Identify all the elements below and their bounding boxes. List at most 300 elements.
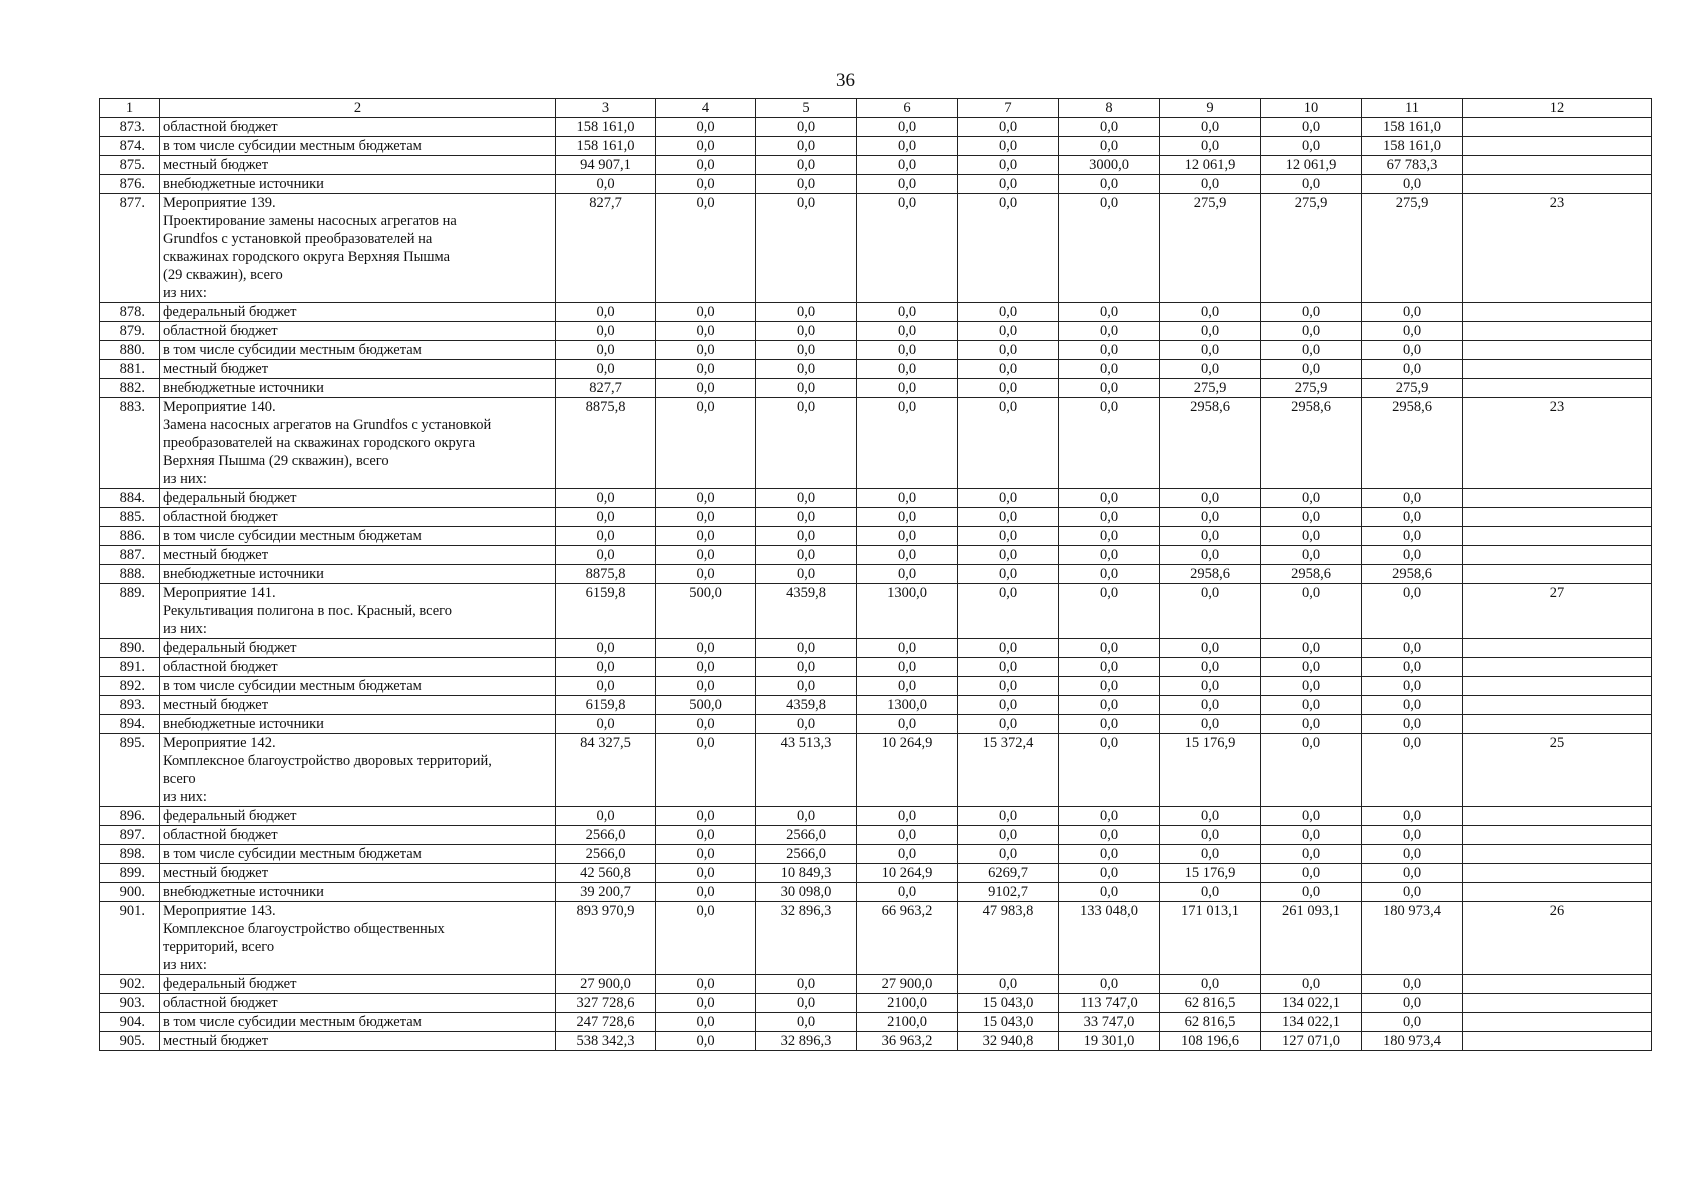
table-row <box>100 994 1652 1013</box>
row-description <box>160 565 556 584</box>
value-cell <box>1463 156 1652 175</box>
value-cell: 0,0 <box>1160 341 1261 360</box>
row-description <box>160 508 556 527</box>
description-line: Grundfos с установкой преобразователей на <box>163 231 433 247</box>
value-cell: 2958,6 <box>1160 398 1261 489</box>
value-cell: 0,0 <box>1362 489 1463 508</box>
row-description <box>160 677 556 696</box>
value-cell: 27 900,0 <box>556 975 656 994</box>
value-cell: 0,0 <box>958 527 1059 546</box>
value-cell: 2566,0 <box>556 826 656 845</box>
value-cell: 6159,8 <box>556 696 656 715</box>
description-line: местный бюджет <box>163 157 269 173</box>
value-cell: 0,0 <box>958 826 1059 845</box>
value-cell <box>1463 118 1652 137</box>
value-cell: 2566,0 <box>556 845 656 864</box>
row-description <box>160 826 556 845</box>
value-cell: 0,0 <box>857 118 958 137</box>
value-cell: 275,9 <box>1160 379 1261 398</box>
value-cell: 0,0 <box>857 845 958 864</box>
value-cell: 0,0 <box>958 303 1059 322</box>
description-line: Замена насосных агрегатов на Grundfos с установкой <box>163 417 492 433</box>
value-cell: 0,0 <box>1362 584 1463 639</box>
row-description <box>160 845 556 864</box>
value-cell: 0,0 <box>857 715 958 734</box>
description-line: внебюджетные источники <box>163 716 324 732</box>
description-line: Верхняя Пышма (29 скважин), всего <box>163 453 389 469</box>
table-row <box>100 864 1652 883</box>
value-cell: 0,0 <box>1059 398 1160 489</box>
row-number: 896. <box>100 807 160 826</box>
value-cell: 0,0 <box>756 341 857 360</box>
value-cell: 0,0 <box>857 156 958 175</box>
row-number: 880. <box>100 341 160 360</box>
value-cell: 0,0 <box>756 1013 857 1032</box>
value-cell: 0,0 <box>1261 175 1362 194</box>
value-cell: 0,0 <box>656 303 756 322</box>
value-cell <box>1463 826 1652 845</box>
value-cell <box>1463 303 1652 322</box>
table-row <box>100 303 1652 322</box>
value-cell: 0,0 <box>1160 322 1261 341</box>
value-cell: 0,0 <box>1160 175 1261 194</box>
column-header: 4 <box>656 99 756 118</box>
value-cell: 0,0 <box>1059 715 1160 734</box>
table-row <box>100 527 1652 546</box>
value-cell: 8875,8 <box>556 398 656 489</box>
value-cell: 0,0 <box>1362 508 1463 527</box>
value-cell: 0,0 <box>656 826 756 845</box>
table-row <box>100 360 1652 379</box>
value-cell: 0,0 <box>857 360 958 379</box>
description-line: Комплексное благоустройство общественных <box>163 921 445 937</box>
value-cell: 0,0 <box>656 194 756 303</box>
value-cell: 1300,0 <box>857 584 958 639</box>
value-cell: 0,0 <box>958 715 1059 734</box>
description-line: областной бюджет <box>163 659 278 675</box>
value-cell: 0,0 <box>656 658 756 677</box>
value-cell: 6159,8 <box>556 584 656 639</box>
value-cell <box>1463 1032 1652 1051</box>
value-cell: 0,0 <box>656 975 756 994</box>
value-cell: 134 022,1 <box>1261 1013 1362 1032</box>
row-number: 905. <box>100 1032 160 1051</box>
row-number: 904. <box>100 1013 160 1032</box>
value-cell: 0,0 <box>556 658 656 677</box>
value-cell: 0,0 <box>656 1013 756 1032</box>
value-cell <box>1463 677 1652 696</box>
row-description <box>160 322 556 341</box>
description-line: из них: <box>163 789 207 805</box>
value-cell: 247 728,6 <box>556 1013 656 1032</box>
value-cell: 27 <box>1463 584 1652 639</box>
column-header: 5 <box>756 99 857 118</box>
value-cell: 0,0 <box>1261 883 1362 902</box>
value-cell: 0,0 <box>656 639 756 658</box>
value-cell: 0,0 <box>958 322 1059 341</box>
value-cell: 0,0 <box>1362 658 1463 677</box>
value-cell: 0,0 <box>1261 322 1362 341</box>
value-cell: 0,0 <box>857 527 958 546</box>
description-line: местный бюджет <box>163 547 269 563</box>
description-line: Мероприятие 140. <box>163 399 276 415</box>
value-cell: 0,0 <box>1160 826 1261 845</box>
value-cell: 0,0 <box>1059 975 1160 994</box>
row-number: 902. <box>100 975 160 994</box>
value-cell: 23 <box>1463 194 1652 303</box>
value-cell: 0,0 <box>1362 546 1463 565</box>
value-cell <box>1463 994 1652 1013</box>
value-cell: 0,0 <box>857 303 958 322</box>
description-line: преобразователей на скважинах городского округа <box>163 435 476 451</box>
row-number: 892. <box>100 677 160 696</box>
value-cell: 0,0 <box>1059 194 1160 303</box>
value-cell: 0,0 <box>656 341 756 360</box>
description-line: федеральный бюджет <box>163 304 297 320</box>
value-cell: 0,0 <box>1261 807 1362 826</box>
value-cell: 2958,6 <box>1362 398 1463 489</box>
row-description <box>160 360 556 379</box>
table-row <box>100 175 1652 194</box>
value-cell: 0,0 <box>1160 975 1261 994</box>
value-cell: 0,0 <box>1160 696 1261 715</box>
description-line: областной бюджет <box>163 827 278 843</box>
value-cell: 2958,6 <box>1160 565 1261 584</box>
description-line: местный бюджет <box>163 697 269 713</box>
value-cell: 0,0 <box>1059 527 1160 546</box>
value-cell: 275,9 <box>1362 194 1463 303</box>
value-cell: 0,0 <box>656 379 756 398</box>
value-cell: 0,0 <box>556 489 656 508</box>
value-cell: 0,0 <box>556 639 656 658</box>
value-cell: 0,0 <box>1059 546 1160 565</box>
value-cell: 0,0 <box>857 489 958 508</box>
value-cell: 25 <box>1463 734 1652 807</box>
value-cell: 0,0 <box>756 194 857 303</box>
value-cell: 0,0 <box>1362 527 1463 546</box>
value-cell: 32 896,3 <box>756 1032 857 1051</box>
value-cell: 19 301,0 <box>1059 1032 1160 1051</box>
value-cell: 0,0 <box>1160 807 1261 826</box>
value-cell: 0,0 <box>1261 975 1362 994</box>
table-row <box>100 658 1652 677</box>
value-cell: 10 264,9 <box>857 734 958 807</box>
value-cell: 84 327,5 <box>556 734 656 807</box>
description-line: в том числе субсидии местным бюджетам <box>163 846 422 862</box>
value-cell: 0,0 <box>1261 639 1362 658</box>
value-cell: 0,0 <box>1362 322 1463 341</box>
value-cell: 893 970,9 <box>556 902 656 975</box>
row-number: 897. <box>100 826 160 845</box>
budget-table <box>99 98 1652 1051</box>
description-line: местный бюджет <box>163 1033 269 1049</box>
value-cell: 0,0 <box>756 807 857 826</box>
row-description <box>160 902 556 975</box>
row-description <box>160 303 556 322</box>
value-cell: 0,0 <box>756 322 857 341</box>
value-cell: 62 816,5 <box>1160 1013 1261 1032</box>
value-cell: 0,0 <box>1160 303 1261 322</box>
table-row <box>100 546 1652 565</box>
value-cell: 0,0 <box>656 864 756 883</box>
value-cell: 0,0 <box>756 975 857 994</box>
value-cell: 0,0 <box>857 341 958 360</box>
value-cell: 0,0 <box>1059 696 1160 715</box>
row-description <box>160 658 556 677</box>
description-line: в том числе субсидии местным бюджетам <box>163 1014 422 1030</box>
description-line: внебюджетные источники <box>163 884 324 900</box>
value-cell: 0,0 <box>958 696 1059 715</box>
table-row <box>100 194 1652 303</box>
value-cell: 0,0 <box>857 322 958 341</box>
description-line: Мероприятие 141. <box>163 585 276 601</box>
description-line: федеральный бюджет <box>163 490 297 506</box>
description-line: из них: <box>163 285 207 301</box>
table-row <box>100 696 1652 715</box>
value-cell: 0,0 <box>656 489 756 508</box>
value-cell: 0,0 <box>656 565 756 584</box>
value-cell: 0,0 <box>656 322 756 341</box>
table-row <box>100 118 1652 137</box>
value-cell: 0,0 <box>1059 508 1160 527</box>
value-cell: 0,0 <box>1261 489 1362 508</box>
value-cell: 0,0 <box>756 565 857 584</box>
value-cell: 0,0 <box>1362 826 1463 845</box>
row-number: 881. <box>100 360 160 379</box>
value-cell: 0,0 <box>1362 696 1463 715</box>
value-cell: 0,0 <box>1261 677 1362 696</box>
value-cell: 30 098,0 <box>756 883 857 902</box>
value-cell: 0,0 <box>958 398 1059 489</box>
value-cell: 0,0 <box>1059 565 1160 584</box>
description-line: в том числе субсидии местным бюджетам <box>163 528 422 544</box>
column-header: 2 <box>160 99 556 118</box>
row-description <box>160 156 556 175</box>
value-cell <box>1463 1013 1652 1032</box>
table-row <box>100 975 1652 994</box>
row-description <box>160 546 556 565</box>
value-cell: 0,0 <box>1362 883 1463 902</box>
value-cell: 0,0 <box>857 137 958 156</box>
value-cell: 0,0 <box>656 902 756 975</box>
description-line: федеральный бюджет <box>163 976 297 992</box>
description-line: скважинах городского округа Верхняя Пышма <box>163 249 451 265</box>
value-cell: 15 043,0 <box>958 994 1059 1013</box>
value-cell: 0,0 <box>1059 845 1160 864</box>
value-cell: 0,0 <box>958 194 1059 303</box>
description-line: Рекультивация полигона в пос. Красный, всего <box>163 603 453 619</box>
value-cell: 6269,7 <box>958 864 1059 883</box>
value-cell: 0,0 <box>958 379 1059 398</box>
value-cell: 133 048,0 <box>1059 902 1160 975</box>
value-cell: 0,0 <box>1059 341 1160 360</box>
value-cell <box>1463 137 1652 156</box>
value-cell: 2100,0 <box>857 994 958 1013</box>
value-cell: 0,0 <box>1160 527 1261 546</box>
value-cell: 0,0 <box>1160 883 1261 902</box>
value-cell: 108 196,6 <box>1160 1032 1261 1051</box>
row-number: 875. <box>100 156 160 175</box>
value-cell: 0,0 <box>1160 137 1261 156</box>
value-cell: 1300,0 <box>857 696 958 715</box>
value-cell: 0,0 <box>756 546 857 565</box>
value-cell: 0,0 <box>656 175 756 194</box>
value-cell: 0,0 <box>1362 715 1463 734</box>
value-cell <box>1463 883 1652 902</box>
value-cell: 0,0 <box>958 489 1059 508</box>
value-cell <box>1463 565 1652 584</box>
value-cell: 0,0 <box>857 565 958 584</box>
table-row <box>100 322 1652 341</box>
value-cell: 0,0 <box>1261 118 1362 137</box>
value-cell: 0,0 <box>958 508 1059 527</box>
row-number: 886. <box>100 527 160 546</box>
table-row <box>100 902 1652 975</box>
value-cell: 827,7 <box>556 194 656 303</box>
value-cell: 0,0 <box>656 715 756 734</box>
value-cell: 32 896,3 <box>756 902 857 975</box>
value-cell: 827,7 <box>556 379 656 398</box>
description-line: Комплексное благоустройство дворовых территорий, <box>163 753 492 769</box>
table-row <box>100 734 1652 807</box>
value-cell <box>1463 639 1652 658</box>
description-line: областной бюджет <box>163 995 278 1011</box>
value-cell: 32 940,8 <box>958 1032 1059 1051</box>
row-number: 891. <box>100 658 160 677</box>
description-line: внебюджетные источники <box>163 566 324 582</box>
description-line: в том числе субсидии местным бюджетам <box>163 342 422 358</box>
value-cell <box>1463 715 1652 734</box>
row-number: 876. <box>100 175 160 194</box>
value-cell: 0,0 <box>857 658 958 677</box>
row-number: 877. <box>100 194 160 303</box>
value-cell: 0,0 <box>1160 360 1261 379</box>
value-cell: 0,0 <box>857 546 958 565</box>
value-cell: 0,0 <box>857 883 958 902</box>
value-cell: 0,0 <box>556 527 656 546</box>
value-cell: 15 372,4 <box>958 734 1059 807</box>
value-cell <box>1463 527 1652 546</box>
value-cell: 15 176,9 <box>1160 734 1261 807</box>
value-cell <box>1463 341 1652 360</box>
table-row <box>100 156 1652 175</box>
row-description <box>160 175 556 194</box>
value-cell <box>1463 360 1652 379</box>
value-cell: 39 200,7 <box>556 883 656 902</box>
table-row <box>100 565 1652 584</box>
column-header: 8 <box>1059 99 1160 118</box>
value-cell: 0,0 <box>958 807 1059 826</box>
value-cell: 10 264,9 <box>857 864 958 883</box>
value-cell: 0,0 <box>656 156 756 175</box>
value-cell: 0,0 <box>1059 118 1160 137</box>
value-cell: 0,0 <box>1362 341 1463 360</box>
description-line: территорий, всего <box>163 939 275 955</box>
description-line: Проектирование замены насосных агрегатов на <box>163 213 457 229</box>
value-cell: 261 093,1 <box>1261 902 1362 975</box>
value-cell: 0,0 <box>756 398 857 489</box>
row-number: 893. <box>100 696 160 715</box>
value-cell: 0,0 <box>958 137 1059 156</box>
value-cell: 2566,0 <box>756 845 857 864</box>
value-cell: 0,0 <box>958 845 1059 864</box>
value-cell: 0,0 <box>556 360 656 379</box>
value-cell: 0,0 <box>756 658 857 677</box>
value-cell: 0,0 <box>857 639 958 658</box>
row-description <box>160 734 556 807</box>
value-cell: 0,0 <box>556 508 656 527</box>
value-cell: 0,0 <box>756 715 857 734</box>
table-row <box>100 584 1652 639</box>
row-number: 890. <box>100 639 160 658</box>
value-cell: 15 043,0 <box>958 1013 1059 1032</box>
value-cell: 327 728,6 <box>556 994 656 1013</box>
table-row <box>100 883 1652 902</box>
value-cell: 0,0 <box>1160 658 1261 677</box>
value-cell: 66 963,2 <box>857 902 958 975</box>
value-cell <box>1463 975 1652 994</box>
description-line: федеральный бюджет <box>163 640 297 656</box>
value-cell: 0,0 <box>756 677 857 696</box>
value-cell: 0,0 <box>1362 677 1463 696</box>
value-cell: 33 747,0 <box>1059 1013 1160 1032</box>
row-number: 883. <box>100 398 160 489</box>
row-number: 873. <box>100 118 160 137</box>
value-cell: 113 747,0 <box>1059 994 1160 1013</box>
row-number: 888. <box>100 565 160 584</box>
value-cell: 0,0 <box>1261 137 1362 156</box>
value-cell <box>1463 658 1652 677</box>
column-header: 9 <box>1160 99 1261 118</box>
column-header: 11 <box>1362 99 1463 118</box>
value-cell: 23 <box>1463 398 1652 489</box>
value-cell <box>1463 845 1652 864</box>
value-cell: 12 061,9 <box>1261 156 1362 175</box>
table-row <box>100 398 1652 489</box>
value-cell: 0,0 <box>1362 864 1463 883</box>
value-cell: 26 <box>1463 902 1652 975</box>
row-description <box>160 715 556 734</box>
value-cell: 0,0 <box>556 303 656 322</box>
description-line: из них: <box>163 471 207 487</box>
value-cell: 0,0 <box>756 489 857 508</box>
value-cell: 0,0 <box>857 677 958 696</box>
value-cell: 158 161,0 <box>1362 137 1463 156</box>
value-cell: 0,0 <box>1059 360 1160 379</box>
row-description <box>160 379 556 398</box>
value-cell: 0,0 <box>958 360 1059 379</box>
row-description <box>160 994 556 1013</box>
value-cell: 0,0 <box>1261 658 1362 677</box>
row-description <box>160 489 556 508</box>
value-cell: 4359,8 <box>756 696 857 715</box>
value-cell: 0,0 <box>756 994 857 1013</box>
table-row <box>100 845 1652 864</box>
value-cell: 0,0 <box>656 845 756 864</box>
row-description <box>160 527 556 546</box>
value-cell: 0,0 <box>857 379 958 398</box>
value-cell: 2566,0 <box>756 826 857 845</box>
value-cell: 0,0 <box>1059 137 1160 156</box>
value-cell: 0,0 <box>756 527 857 546</box>
value-cell: 0,0 <box>656 398 756 489</box>
value-cell: 12 061,9 <box>1160 156 1261 175</box>
value-cell: 0,0 <box>958 975 1059 994</box>
value-cell: 0,0 <box>556 341 656 360</box>
row-number: 874. <box>100 137 160 156</box>
value-cell: 2958,6 <box>1362 565 1463 584</box>
value-cell: 275,9 <box>1261 194 1362 303</box>
